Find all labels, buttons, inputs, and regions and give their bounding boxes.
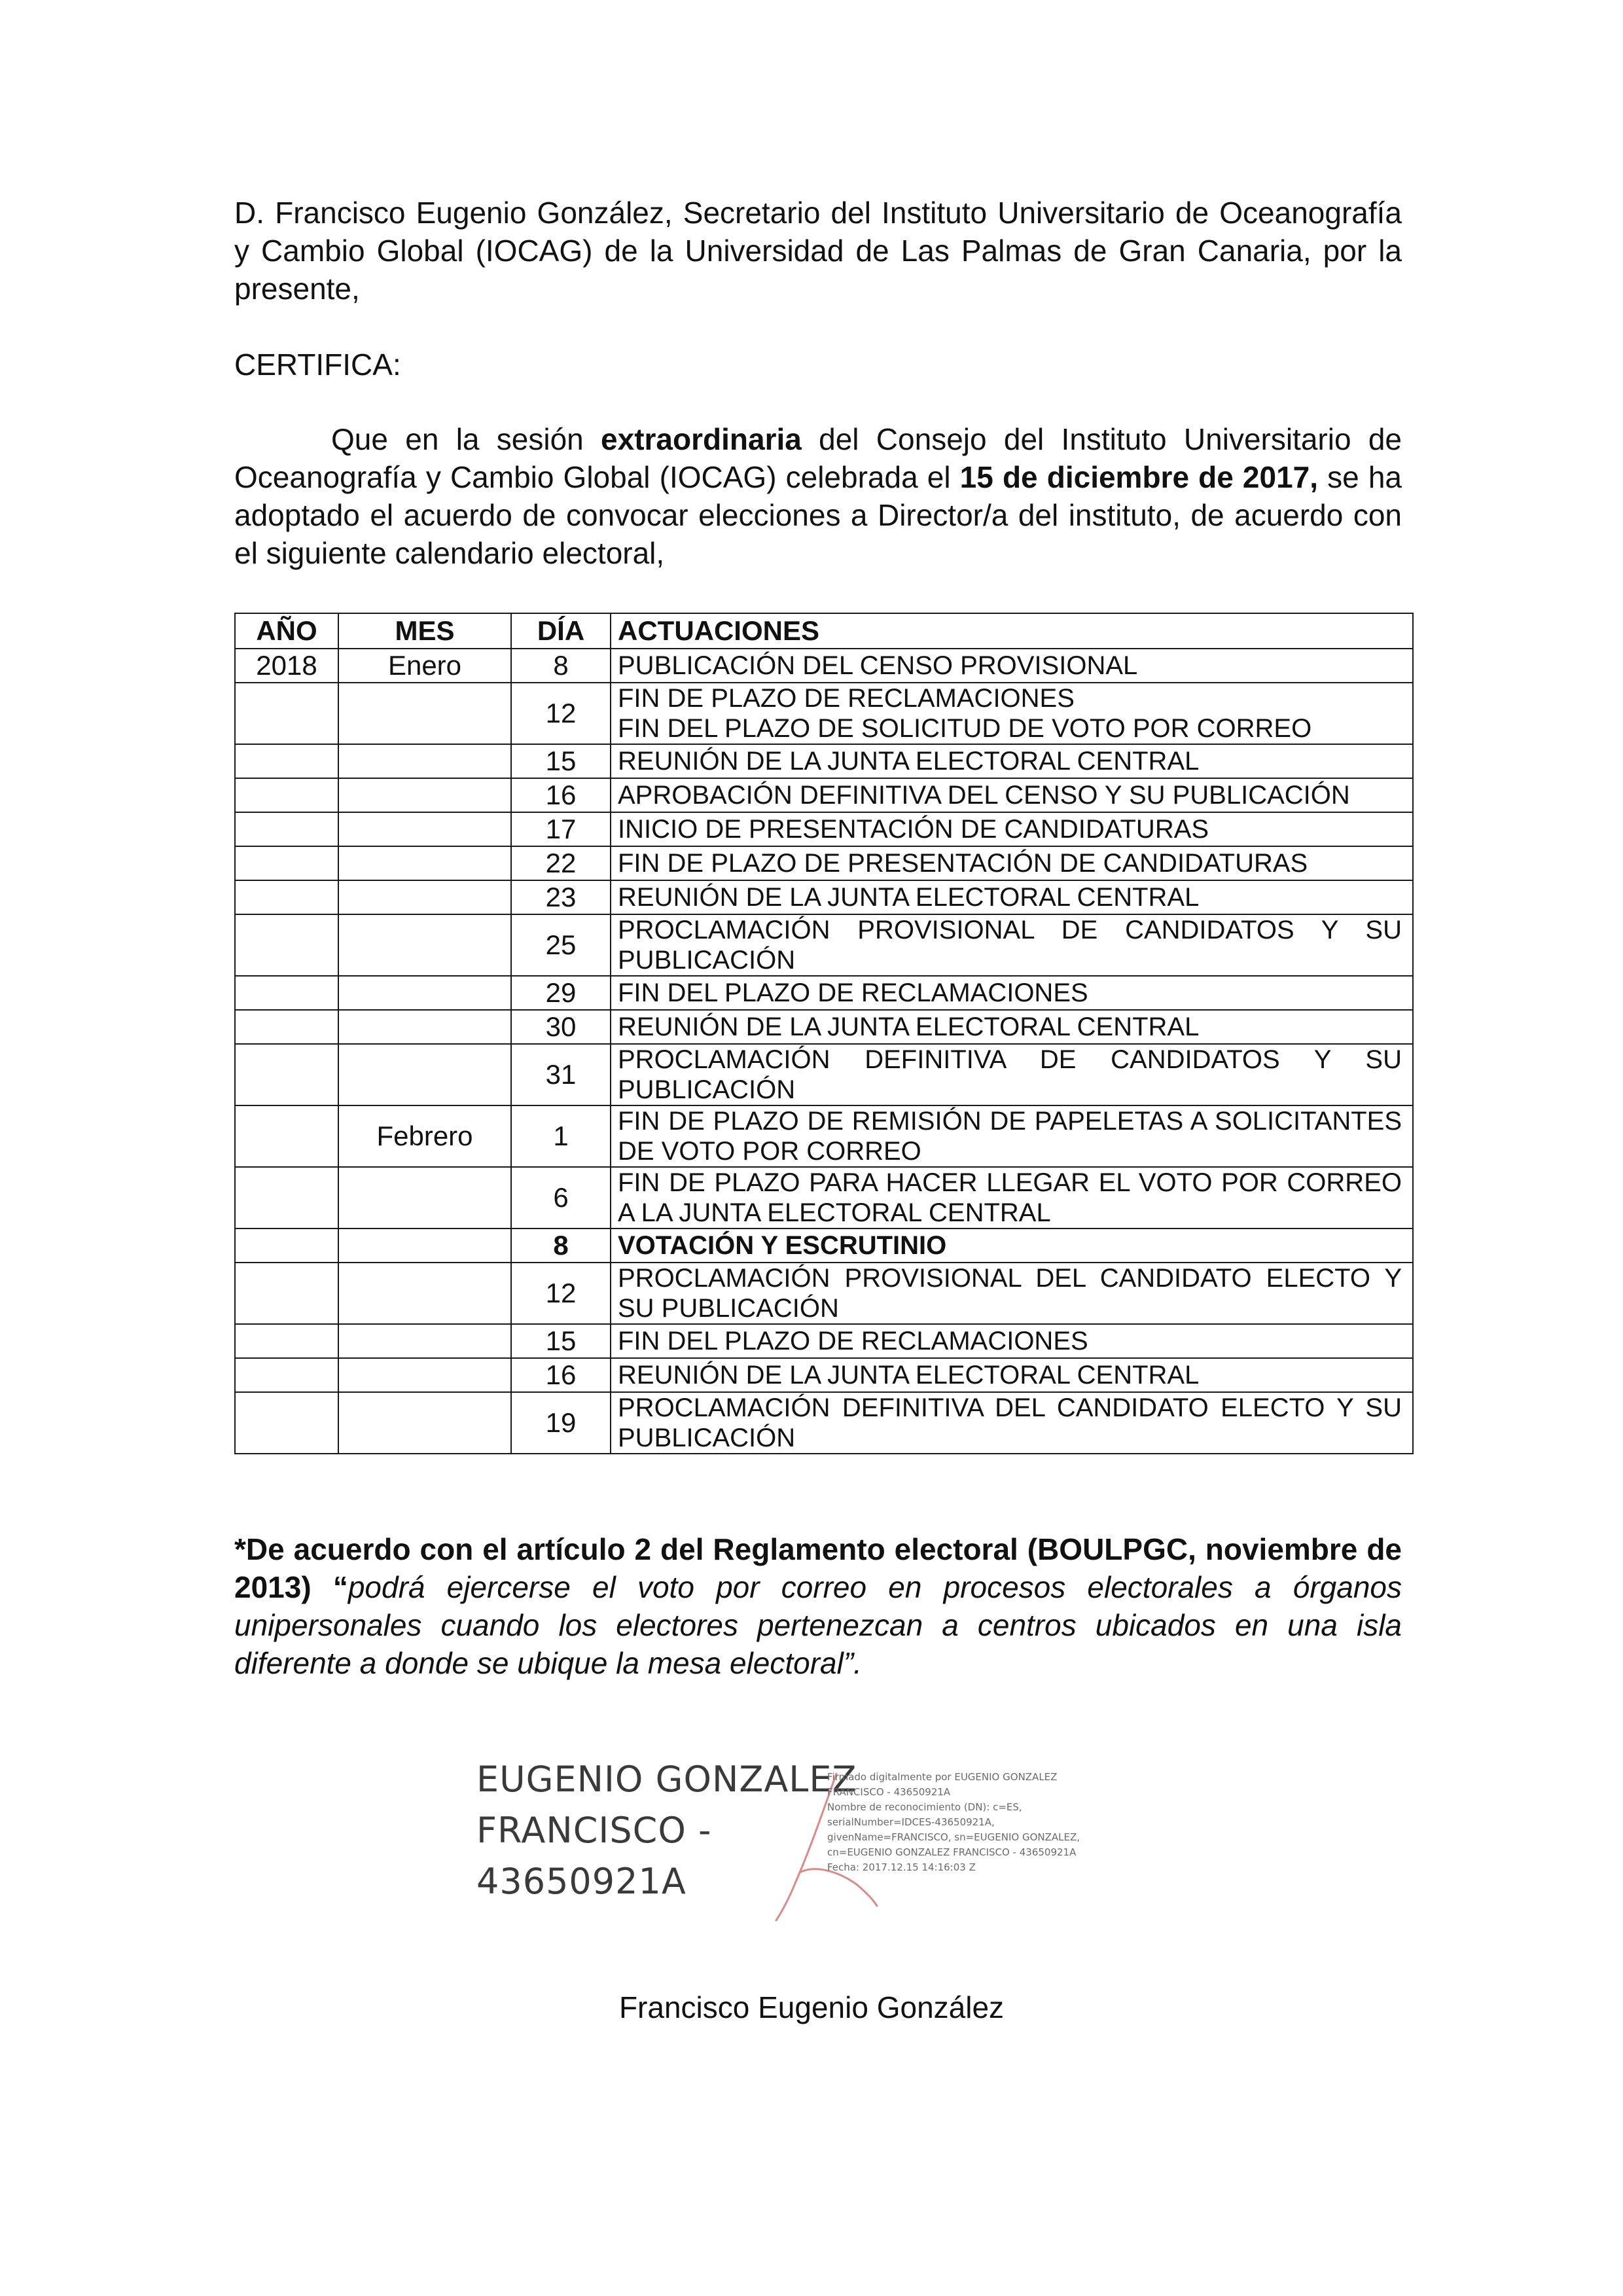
table-row bbox=[235, 846, 1413, 880]
cell-actuacion: REUNIÓN DE LA JUNTA ELECTORAL CENTRAL bbox=[611, 880, 1413, 914]
cell-ano bbox=[235, 880, 338, 914]
table-row bbox=[235, 1263, 1413, 1324]
table-row bbox=[235, 649, 1413, 683]
cell-mes: Febrero bbox=[338, 1105, 511, 1167]
header-ano: AÑO bbox=[235, 613, 338, 649]
cell-mes bbox=[338, 1044, 511, 1105]
footnote-italic-quote: podrá ejercerse el voto por correo en procesos electorales a órganos unipersonales cuando los electores pertenezcan a centros ubicados en una isla diferente a donde se ubique la mesa electoral”. bbox=[234, 1570, 1402, 1680]
cell-dia: 23 bbox=[511, 880, 611, 914]
table-row bbox=[235, 1044, 1413, 1105]
table-row bbox=[235, 914, 1413, 976]
cell-mes bbox=[338, 1324, 511, 1358]
cell-actuacion: INICIO DE PRESENTACIÓN DE CANDIDATURAS bbox=[611, 812, 1413, 846]
cell-actuacion: FIN DEL PLAZO DE RECLAMACIONES bbox=[611, 976, 1413, 1010]
cell-mes bbox=[338, 846, 511, 880]
table-row bbox=[235, 1324, 1413, 1358]
cell-dia: 1 bbox=[511, 1105, 611, 1167]
table-row bbox=[235, 778, 1413, 812]
cell-dia: 15 bbox=[511, 744, 611, 778]
cell-mes bbox=[338, 1358, 511, 1392]
cell-dia: 16 bbox=[511, 1358, 611, 1392]
cell-dia: 25 bbox=[511, 914, 611, 976]
electoral-calendar-table bbox=[234, 613, 1414, 1454]
cell-ano bbox=[235, 812, 338, 846]
body-text-3: se ha adoptado el acuerdo de convocar elecciones a Director/a del instituto, de acuerdo con el siguiente calendario electoral, bbox=[234, 460, 1402, 570]
table-row bbox=[235, 1167, 1413, 1229]
signer-name: Francisco Eugenio González bbox=[618, 1990, 1005, 2024]
cell-ano bbox=[235, 846, 338, 880]
table-header-row bbox=[235, 613, 1413, 649]
cell-ano bbox=[235, 744, 338, 778]
cell-mes bbox=[338, 744, 511, 778]
cell-dia: 29 bbox=[511, 976, 611, 1010]
cell-mes bbox=[338, 1263, 511, 1324]
table-row bbox=[235, 976, 1413, 1010]
table-row bbox=[235, 880, 1413, 914]
cell-actuacion: VOTACIÓN Y ESCRUTINIO bbox=[611, 1229, 1413, 1263]
cell-dia: 30 bbox=[511, 1010, 611, 1044]
body-bold-session-type: extraordinaria bbox=[601, 422, 802, 456]
cell-actuacion: REUNIÓN DE LA JUNTA ELECTORAL CENTRAL bbox=[611, 1358, 1413, 1392]
cell-actuacion: FIN DE PLAZO DE PRESENTACIÓN DE CANDIDATURAS bbox=[611, 846, 1413, 880]
cell-ano: 2018 bbox=[235, 649, 338, 683]
cell-actuacion: FIN DE PLAZO PARA HACER LLEGAR EL VOTO POR CORREO A LA JUNTA ELECTORAL CENTRAL bbox=[611, 1167, 1413, 1229]
cell-dia: 6 bbox=[511, 1167, 611, 1229]
cell-ano bbox=[235, 976, 338, 1010]
header-dia: DÍA bbox=[511, 613, 611, 649]
cell-actuacion: REUNIÓN DE LA JUNTA ELECTORAL CENTRAL bbox=[611, 744, 1413, 778]
intro-paragraph: D. Francisco Eugenio González, Secretario del Instituto Universitario de Oceanografía y Cambio Global (IOCAG) de la Universidad de Las Palmas de Gran Canaria, por la presente, bbox=[234, 196, 1402, 306]
cell-mes bbox=[338, 1392, 511, 1454]
cell-ano bbox=[235, 1392, 338, 1454]
cell-ano bbox=[235, 1324, 338, 1358]
cell-ano bbox=[235, 1358, 338, 1392]
cell-actuacion: PROCLAMACIÓN PROVISIONAL DEL CANDIDATO ELECTO Y SU PUBLICACIÓN bbox=[611, 1263, 1413, 1324]
signature-name: EUGENIO GONZALEZ FRANCISCO - 43650921A bbox=[476, 1759, 857, 1902]
cell-dia: 12 bbox=[511, 1263, 611, 1324]
header-actuaciones: ACTUACIONES bbox=[611, 613, 1413, 649]
cell-ano bbox=[235, 683, 338, 744]
digital-signature-block bbox=[476, 1754, 1196, 1924]
cell-dia: 12 bbox=[511, 683, 611, 744]
cell-actuacion: FIN DE PLAZO DE RECLAMACIONES FIN DEL PLAZO DE SOLICITUD DE VOTO POR CORREO bbox=[611, 683, 1413, 744]
cell-dia: 31 bbox=[511, 1044, 611, 1105]
cell-mes bbox=[338, 1010, 511, 1044]
body-paragraph bbox=[234, 420, 1402, 572]
cell-dia: 8 bbox=[511, 1229, 611, 1263]
cell-mes bbox=[338, 880, 511, 914]
table-row bbox=[235, 812, 1413, 846]
cell-ano bbox=[235, 1010, 338, 1044]
table-row bbox=[235, 1229, 1413, 1263]
table-row bbox=[235, 744, 1413, 778]
cell-mes bbox=[338, 1167, 511, 1229]
cell-actuacion: PUBLICACIÓN DEL CENSO PROVISIONAL bbox=[611, 649, 1413, 683]
cell-dia: 15 bbox=[511, 1324, 611, 1358]
cell-ano bbox=[235, 1105, 338, 1167]
cell-actuacion: PROCLAMACIÓN PROVISIONAL DE CANDIDATOS Y SU PUBLICACIÓN bbox=[611, 914, 1413, 976]
table-row bbox=[235, 683, 1413, 744]
body-text-2: del Consejo del Instituto Universitario de Oceanografía y Cambio Global (IOCAG) celebrada el bbox=[234, 422, 1402, 494]
header-mes: MES bbox=[338, 613, 511, 649]
cell-ano bbox=[235, 1263, 338, 1324]
table-row bbox=[235, 1358, 1413, 1392]
cell-dia: 16 bbox=[511, 778, 611, 812]
cell-mes bbox=[338, 976, 511, 1010]
cell-dia: 17 bbox=[511, 812, 611, 846]
signature-details: Firmado digitalmente por EUGENIO GONZALEZ FRANCISCO - 43650921A Nombre de reconocimiento (DN): c=ES, serialNumber=IDCES-43650921A, givenName=FRANCISCO, sn=EUGENIO GONZALEZ, cn=EUGENIO GONZALEZ FRANCISCO - 43650921A Fecha: 2017.12.15 14:16:03 Z bbox=[827, 1771, 1080, 1873]
table-row bbox=[235, 1105, 1413, 1167]
cell-mes bbox=[338, 1229, 511, 1263]
table-row bbox=[235, 1392, 1413, 1454]
cell-ano bbox=[235, 778, 338, 812]
cell-mes bbox=[338, 914, 511, 976]
footnote-bold: *De acuerdo con el artículo 2 del Reglamento electoral (BOULPGC, noviembre de 2013) “ bbox=[234, 1532, 1402, 1604]
cell-ano bbox=[235, 1167, 338, 1229]
cell-dia: 8 bbox=[511, 649, 611, 683]
table-body bbox=[235, 649, 1413, 1454]
cell-actuacion: FIN DE PLAZO DE REMISIÓN DE PAPELETAS A SOLICITANTES DE VOTO POR CORREO bbox=[611, 1105, 1413, 1167]
footnote-paragraph bbox=[234, 1530, 1402, 1682]
certifica-label: CERTIFICA: bbox=[234, 348, 401, 382]
cell-ano bbox=[235, 914, 338, 976]
cell-ano bbox=[235, 1044, 338, 1105]
cell-dia: 22 bbox=[511, 846, 611, 880]
body-text-1: Que en la sesión bbox=[331, 422, 601, 456]
cell-mes: Enero bbox=[338, 649, 511, 683]
cell-actuacion: PROCLAMACIÓN DEFINITIVA DE CANDIDATOS Y SU PUBLICACIÓN bbox=[611, 1044, 1413, 1105]
cell-actuacion: REUNIÓN DE LA JUNTA ELECTORAL CENTRAL bbox=[611, 1010, 1413, 1044]
cell-mes bbox=[338, 812, 511, 846]
cell-mes bbox=[338, 778, 511, 812]
cell-actuacion: FIN DEL PLAZO DE RECLAMACIONES bbox=[611, 1324, 1413, 1358]
cell-ano bbox=[235, 1229, 338, 1263]
cell-dia: 19 bbox=[511, 1392, 611, 1454]
cell-actuacion: APROBACIÓN DEFINITIVA DEL CENSO Y SU PUBLICACIÓN bbox=[611, 778, 1413, 812]
cell-mes bbox=[338, 683, 511, 744]
body-bold-date: 15 de diciembre de 2017, bbox=[959, 460, 1319, 494]
table-row bbox=[235, 1010, 1413, 1044]
cell-actuacion: PROCLAMACIÓN DEFINITIVA DEL CANDIDATO ELECTO Y SU PUBLICACIÓN bbox=[611, 1392, 1413, 1454]
